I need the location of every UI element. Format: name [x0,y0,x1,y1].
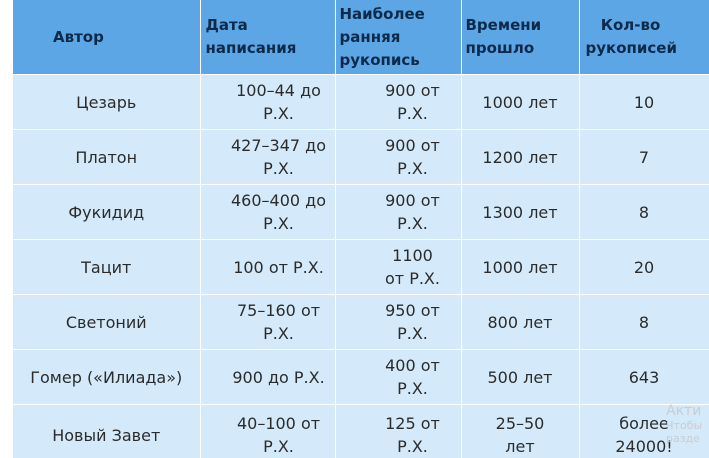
cell-date-written-text: 100–44 до Р.Х. [236,81,321,123]
cell-date-written [200,295,335,350]
cell-earliest-manuscript [335,185,461,240]
cell-date-written-text: 75–160 от Р.Х. [236,301,321,343]
header-date-written [200,0,335,75]
cell-earliest-manuscript-text: 900 от Р.Х. [385,191,440,233]
table-row [13,240,709,295]
cell-time-elapsed: 800 лет [461,295,579,350]
cell-date-written [200,185,335,240]
cell-author: Платон [13,130,200,185]
cell-earliest-manuscript-text: 900 от Р.Х. [385,81,440,123]
cell-date-written [200,405,335,458]
cell-author: Тацит [13,240,200,295]
cell-date-written-text: 460–400 до Р.Х. [230,191,326,233]
cell-date-written-text: 100 от Р.Х. [233,257,324,277]
cell-manuscript-count: 643 [579,350,709,405]
cell-earliest-manuscript [335,350,461,405]
table-row [13,350,709,405]
cell-time-elapsed: 1200 лет [461,130,579,185]
cell-time-elapsed: 1000 лет [461,75,579,130]
cell-author: Гомер («Илиада») [13,350,200,405]
table-row [13,405,709,458]
cell-date-written-text: 427–347 до Р.Х. [230,136,326,178]
cell-date-written [200,240,335,295]
cell-earliest-manuscript-text: 950 от Р.Х. [385,301,440,343]
header-earliest-manuscript-text: Наиболее ранняя рукопись [339,4,425,69]
cell-manuscript-count: 7 [579,130,709,185]
cell-time-elapsed [461,405,579,458]
cell-date-written [200,75,335,130]
header-date-written-text: Дата написания [205,16,297,57]
cell-author: Фукидид [13,185,200,240]
header-author: Автор [13,0,200,75]
cell-manuscript-count: 8 [579,295,709,350]
cell-earliest-manuscript [335,295,461,350]
cell-author: Светоний [13,295,200,350]
header-manuscript-count-text: Кол-во рукописей [585,16,677,57]
cell-author: Новый Завет [13,405,200,458]
cell-date-written-text: 40–100 от Р.Х. [236,414,321,456]
cell-earliest-manuscript [335,75,461,130]
cell-manuscript-count-text: более 24000! [615,414,673,456]
header-time-elapsed [461,0,579,75]
cell-time-elapsed: 1000 лет [461,240,579,295]
table-row [13,130,709,185]
manuscripts-table [13,0,709,458]
cell-author: Цезарь [13,75,200,130]
watermark-line-3: разде [666,432,700,445]
activation-watermark [666,404,702,445]
cell-earliest-manuscript-text: 1100 от Р.Х. [385,246,440,288]
header-manuscript-count [579,0,709,75]
cell-earliest-manuscript [335,405,461,458]
cell-time-elapsed: 500 лет [461,350,579,405]
cell-date-written [200,130,335,185]
cell-earliest-manuscript [335,240,461,295]
table-header-row [13,0,709,75]
header-time-elapsed-text: Времени прошло [465,16,542,57]
cell-date-written [200,350,335,405]
table-row [13,75,709,130]
cell-manuscript-count: 8 [579,185,709,240]
cell-earliest-manuscript [335,130,461,185]
watermark-line-1: Акти [666,403,702,419]
cell-manuscript-count: 10 [579,75,709,130]
watermark-line-2: Чтобы [666,419,703,432]
manuscripts-table-container [13,0,709,458]
cell-earliest-manuscript-text: 125 от Р.Х. [385,414,440,456]
cell-time-elapsed-text: 25–50 лет [495,414,545,456]
cell-time-elapsed: 1300 лет [461,185,579,240]
table-row [13,185,709,240]
cell-earliest-manuscript-text: 900 от Р.Х. [385,136,440,178]
header-earliest-manuscript [335,0,461,75]
cell-date-written-text: 900 до Р.Х. [232,367,325,387]
cell-earliest-manuscript-text: 400 от Р.Х. [385,356,440,398]
cell-manuscript-count: 20 [579,240,709,295]
table-row [13,295,709,350]
